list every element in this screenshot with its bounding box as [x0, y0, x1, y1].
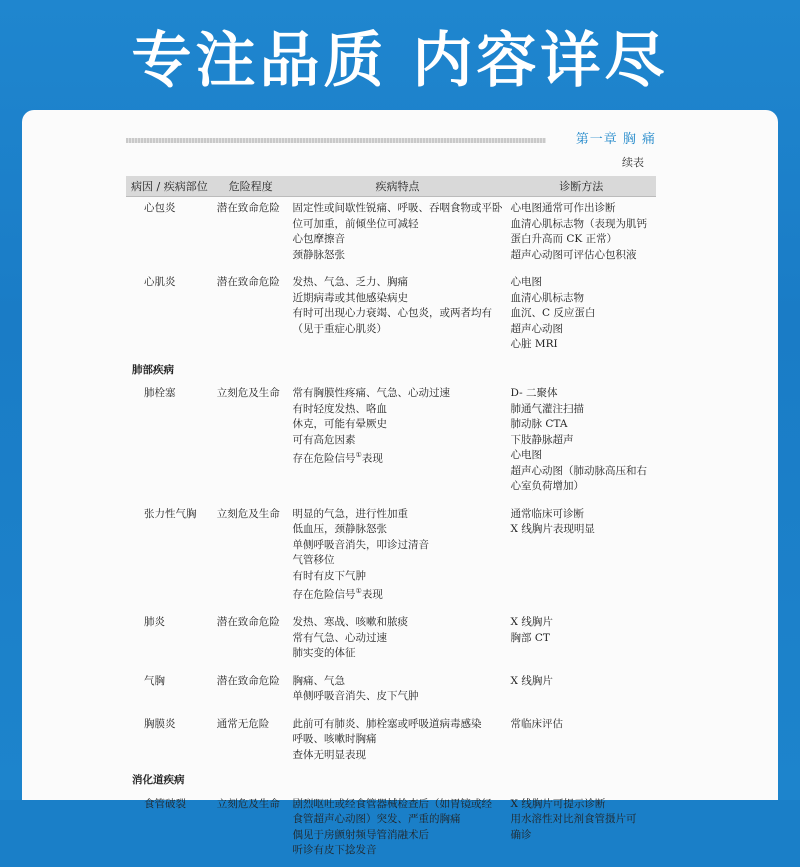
cell-line: 通常无危险 [216, 717, 270, 730]
cell-line: 低血压，颈静脉怒张 [292, 523, 388, 535]
risk-cell [213, 271, 289, 361]
section-label: 肺部疾病 [132, 363, 174, 376]
cell-line: 肺通气灌注扫描 [510, 402, 585, 415]
features-cell [289, 271, 507, 361]
section-row [126, 361, 656, 383]
cell-line: 肺动脉 CTA [510, 418, 568, 430]
risk-cell [213, 793, 289, 867]
cell-line: 食管超声心动图）突发、严重的胸痛 [292, 813, 461, 825]
diagnosis-cell [507, 611, 656, 670]
cell-line: 超声心动图 [510, 322, 564, 335]
cell-line: 常有胸膜性疼痛、气急、心动过速 [292, 387, 451, 399]
cell-line: 心电图 [510, 449, 543, 461]
cell-line: 剧烈呕吐或经食管器械检查后（如胃镜或经 [292, 797, 493, 810]
cell-line: 心包摩擦音 [292, 233, 346, 245]
features-cell [289, 197, 507, 272]
cause-cell [126, 793, 213, 867]
features-cell [289, 713, 507, 772]
cell-line: 常临床评估 [510, 717, 564, 730]
header-rule [126, 138, 546, 143]
risk-cell [213, 670, 289, 713]
table-row [126, 382, 656, 503]
cell-line: 血清心肌标志物（表现为肌钙 [510, 217, 648, 230]
risk-cell [213, 197, 289, 272]
diagnosis-cell [507, 503, 656, 612]
table-row [126, 713, 656, 772]
cause-cell [126, 271, 213, 361]
header-features: 疾病特点 [289, 176, 507, 197]
cell-line: 心肌炎 [144, 276, 176, 288]
cell-line: 超声心动图（肺动脉高压和右 [510, 464, 648, 477]
cell-line: 用水溶性对比剂食管摄片可 [510, 813, 637, 825]
chapter-title: 第一章 胸 痛 [575, 132, 656, 147]
cell-line: 胸部 CT [510, 631, 550, 644]
cell-line: 此前可有肺炎、肺栓塞或呼吸道病毒感染 [292, 717, 482, 730]
cause-cell [126, 382, 213, 503]
cell-line: 存在危险信号①表现 [292, 451, 383, 465]
diagnosis-cell [507, 793, 656, 867]
header-risk: 危险程度 [213, 176, 289, 197]
cell-line: 潜在致命危险 [216, 616, 280, 628]
cell-line: 听诊有皮下捻发音 [292, 844, 377, 856]
cell-line: 心室负荷增加） [510, 480, 585, 492]
cause-cell [126, 713, 213, 772]
cell-line: 潜在致命危险 [216, 276, 280, 288]
risk-cell [213, 713, 289, 772]
cell-line: 有时轻度发热、咯血 [292, 402, 388, 415]
cell-line: X 线胸片可提示诊断 [510, 797, 606, 810]
cell-line: 位可加重，前倾坐位可减轻 [292, 217, 419, 230]
diagnosis-cell [507, 713, 656, 772]
cell-line: 有时有皮下气肿 [292, 569, 367, 582]
cell-line: X 线胸片 [510, 674, 553, 687]
cell-line: 可有高危因素 [292, 433, 356, 446]
cell-line: 肺炎 [144, 616, 165, 628]
cell-line: 存在危险信号①表现 [292, 587, 383, 601]
cell-line: 心包炎 [144, 202, 176, 214]
cell-line: 心电图 [510, 276, 543, 288]
risk-cell [213, 382, 289, 503]
cell-line: 肺栓塞 [144, 387, 176, 399]
cell-line: 固定性或间歇性锐痛、呼吸、吞咽食物或平卧 [292, 202, 503, 214]
cell-line: 偶见于房颤射频导管消融术后 [292, 828, 430, 841]
cause-cell [126, 197, 213, 272]
promo-banner [0, 0, 800, 112]
cell-line: 确诊 [510, 828, 532, 841]
risk-cell [213, 611, 289, 670]
cause-cell [126, 611, 213, 670]
table-header-row [126, 176, 656, 197]
cell-line: 查体无明显表现 [292, 748, 367, 761]
cell-line: 潜在致命危险 [216, 202, 280, 214]
cell-line: 立刻危及生命 [216, 507, 280, 520]
table-row [126, 670, 656, 713]
cell-line: 心脏 MRI [510, 338, 558, 350]
cell-line: 发热、寒战、咳嗽和脓痰 [292, 616, 409, 628]
book-page-photo [22, 110, 778, 856]
section-row [126, 771, 656, 793]
cell-line: 有时可出现心力衰竭、心包炎，或两者均有 [292, 307, 493, 319]
table-row [126, 197, 656, 272]
footnote-marker: ① [355, 451, 362, 459]
cell-line: 发热、气急、乏力、胸痛 [292, 276, 409, 288]
cell-line: D- 二聚体 [510, 387, 558, 399]
cell-line: 心电图通常可作出诊断 [510, 202, 616, 214]
risk-cell [213, 503, 289, 612]
cell-line: 颈静脉怒张 [292, 248, 346, 261]
table-row [126, 271, 656, 361]
cell-line: 肺实变的体征 [292, 647, 356, 659]
cell-line: 明显的气急，进行性加重 [292, 507, 409, 520]
features-cell [289, 670, 507, 713]
cause-cell [126, 670, 213, 713]
book-page [126, 124, 656, 867]
header-diagnosis: 诊断方法 [507, 176, 656, 197]
cell-line: 常有气急、心动过速 [292, 631, 388, 644]
disease-table [126, 176, 656, 867]
cell-line: 血清心肌标志物 [510, 291, 585, 304]
table-row [126, 793, 656, 867]
cell-line: 气胸 [144, 674, 165, 687]
cell-line: 张力性气胸 [144, 507, 197, 520]
table-row [126, 503, 656, 612]
features-cell [289, 382, 507, 503]
cell-line: X 线胸片表现明显 [510, 523, 595, 535]
diagnosis-cell [507, 382, 656, 503]
cell-line: 气管移位 [292, 554, 335, 566]
cell-line: 立刻危及生命 [216, 797, 280, 810]
table-row [126, 611, 656, 670]
cell-line: 下肢静脉超声 [510, 433, 574, 446]
cell-line: 休克，可能有晕厥史 [292, 418, 388, 430]
cell-line: 单侧呼吸音消失，叩诊过清音 [292, 538, 430, 551]
cell-line: 呼吸、咳嗽时胸痛 [292, 733, 377, 745]
diagnosis-cell [507, 197, 656, 272]
banner-title: 专注品质 内容详尽 [131, 26, 669, 96]
section-label: 消化道疾病 [132, 774, 185, 786]
cell-line: 超声心动图可评估心包积液 [510, 248, 637, 261]
features-cell [289, 503, 507, 612]
cell-line: 单侧呼吸音消失、皮下气肿 [292, 690, 419, 702]
footnote-marker: ① [355, 587, 362, 595]
cell-line: 近期病毒或其他感染病史 [292, 291, 409, 304]
cell-line: 潜在致命危险 [216, 674, 280, 687]
features-cell [289, 611, 507, 670]
cause-cell [126, 503, 213, 612]
features-cell [289, 793, 507, 867]
diagnosis-cell [507, 670, 656, 713]
cell-line: （见于重症心肌炎） [292, 322, 388, 335]
continued-label: 续表 [622, 156, 644, 169]
cell-line: 食管破裂 [144, 797, 186, 810]
cell-line: 胸膜炎 [144, 717, 176, 730]
cell-line: 胸痛、气急 [292, 674, 346, 687]
cell-line: 立刻危及生命 [216, 387, 280, 399]
header-cause: 病因 / 疾病部位 [126, 176, 213, 197]
chapter-header [126, 124, 656, 147]
table-body [126, 197, 656, 867]
cell-line: X 线胸片 [510, 616, 553, 628]
cell-line: 通常临床可诊断 [510, 507, 585, 520]
cell-line: 蛋白升高而 CK 正常） [510, 233, 618, 245]
cell-line: 血沉、C 反应蛋白 [510, 307, 596, 319]
diagnosis-cell [507, 271, 656, 361]
